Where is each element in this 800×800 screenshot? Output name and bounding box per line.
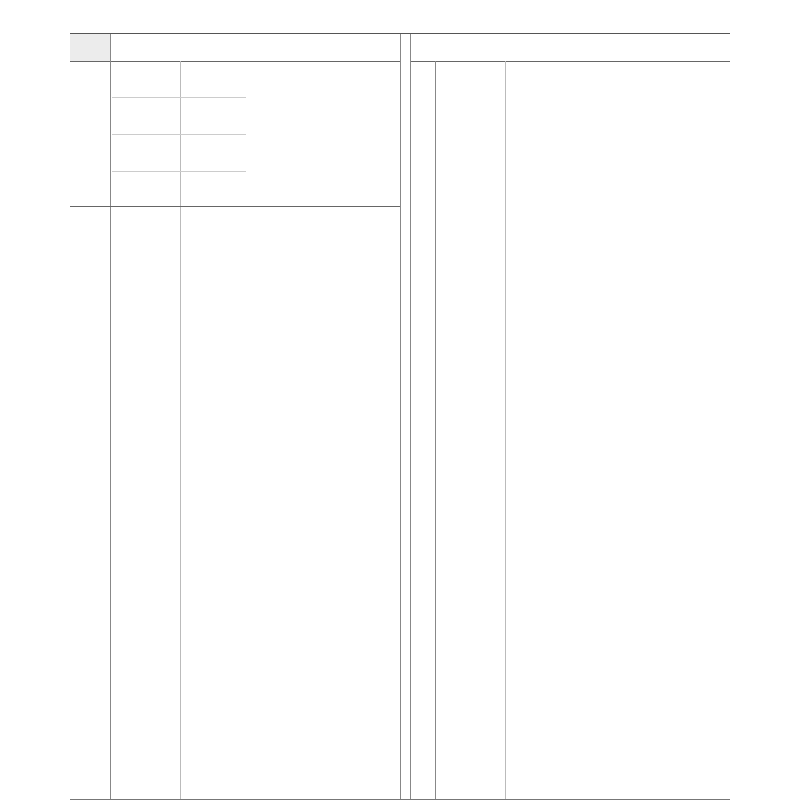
col-divider	[400, 34, 401, 799]
table-header-left	[70, 34, 400, 62]
sub-row-divider	[112, 171, 246, 172]
header-no	[70, 34, 111, 61]
sub-row-divider	[112, 97, 246, 98]
col-divider	[505, 61, 506, 799]
col-divider	[435, 61, 436, 799]
sub-row-divider	[112, 134, 246, 135]
row-divider	[70, 206, 400, 207]
col-divider	[410, 34, 411, 799]
col-divider	[110, 34, 111, 799]
profile-table	[70, 33, 730, 800]
table-header-right	[410, 34, 730, 62]
